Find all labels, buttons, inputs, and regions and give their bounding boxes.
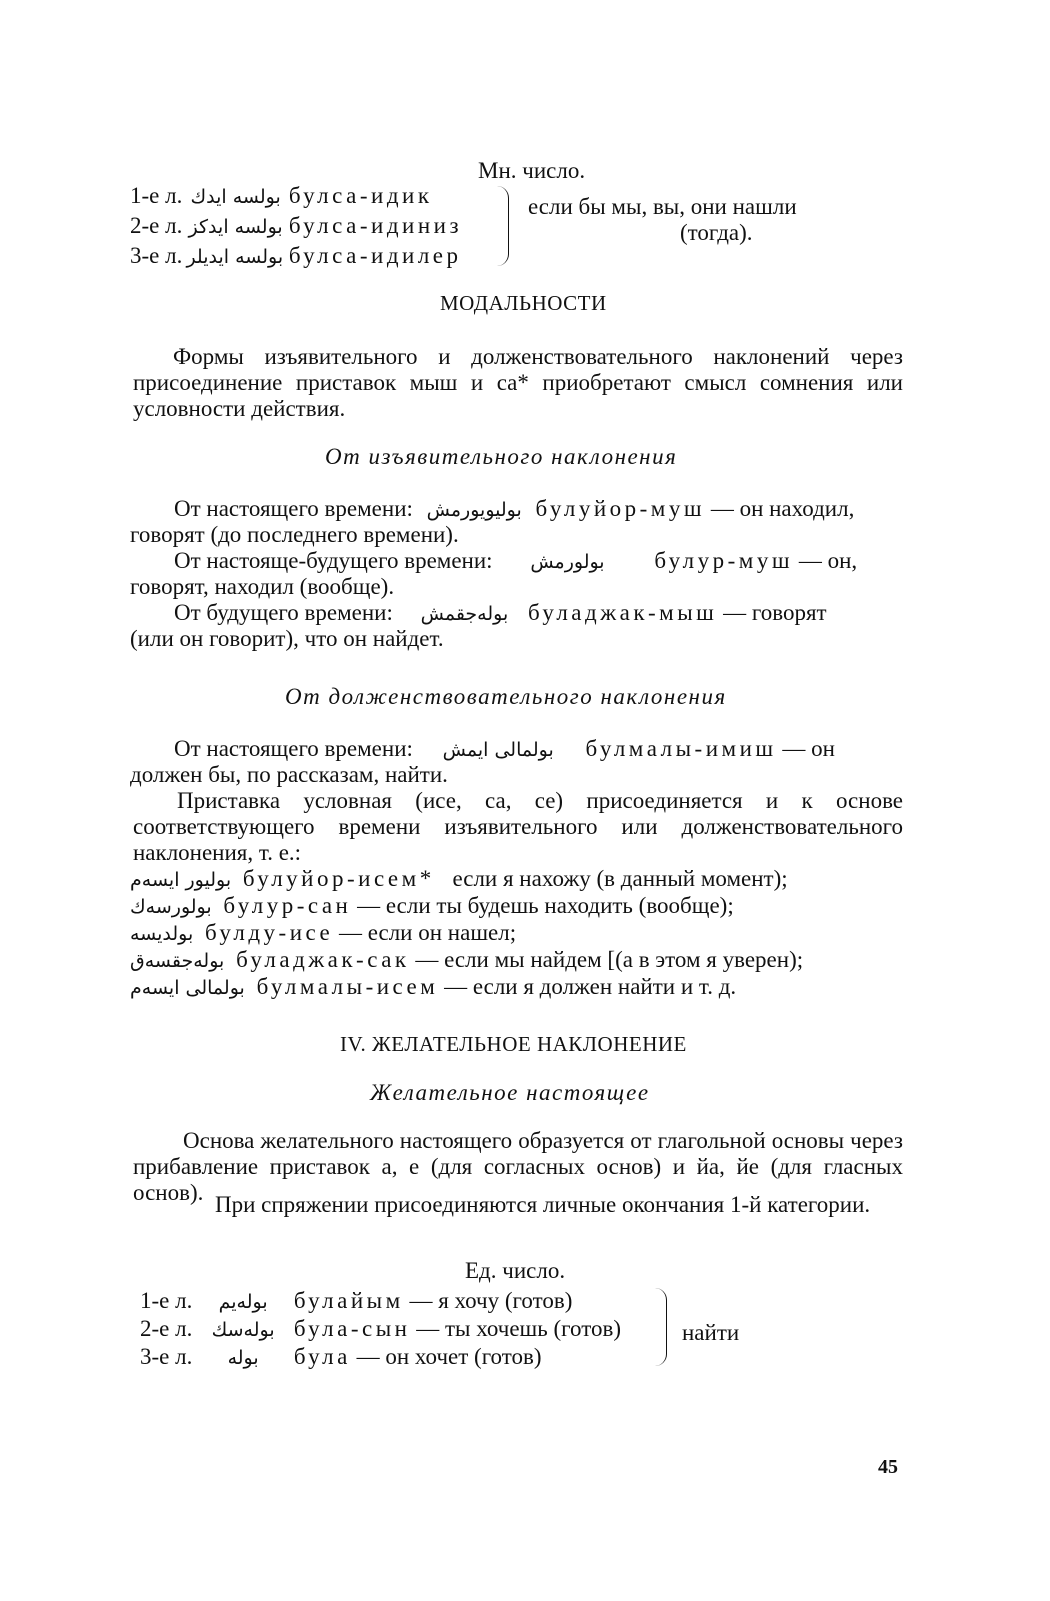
arabic-form: بولمالی ایمش bbox=[442, 739, 554, 761]
cyrillic-form: булур-муш bbox=[654, 548, 794, 573]
gloss: — он, bbox=[798, 548, 858, 573]
arabic-form: بولسه ایدیلر bbox=[186, 246, 284, 268]
arabic-form: بولیویورمش bbox=[426, 499, 522, 521]
page-number: 45 bbox=[878, 1456, 898, 1478]
cyrillic-form: булду-исе bbox=[205, 920, 334, 945]
arabic-form: بولورمش bbox=[530, 551, 605, 573]
arabic-form: بوله‌یم bbox=[218, 1291, 268, 1313]
cyrillic-form: булайым bbox=[293, 1288, 404, 1313]
cyrillic-form: була bbox=[293, 1344, 351, 1369]
gloss: — он находил, bbox=[710, 496, 855, 521]
cyrillic-form: булуйор-исем* bbox=[242, 866, 435, 891]
example-label: От настоящего времени: bbox=[174, 736, 413, 761]
indicative-example-1-cont: говорят (до последнего времени). bbox=[130, 522, 459, 547]
singular-translation: найти bbox=[682, 1320, 740, 1345]
cyrillic-form: булса-идик bbox=[288, 183, 433, 208]
singular-row-1 bbox=[140, 1288, 572, 1315]
brace bbox=[494, 186, 509, 266]
arabic-form: بوله bbox=[227, 1347, 259, 1369]
conditional-line-4 bbox=[130, 947, 803, 974]
indicative-example-2-cont: говорят, находил (вообще). bbox=[130, 574, 395, 599]
obligative-heading: От долженствовательного наклонения bbox=[285, 684, 727, 709]
arabic-form: بوله‌جقمش bbox=[420, 603, 509, 625]
arabic-form: بولورسه‌ك bbox=[130, 896, 212, 918]
person-label: 3-е л. bbox=[130, 243, 183, 268]
desiderative-paragraph-2: При спряжении присоединяются личные окончания 1-й категории. bbox=[215, 1192, 871, 1217]
arabic-form: بوله‌سك bbox=[211, 1319, 275, 1341]
plural-translation-cont: (тогда). bbox=[680, 220, 753, 245]
person-label: 1-е л. bbox=[140, 1288, 193, 1313]
conditional-line-3 bbox=[130, 920, 516, 947]
cyrillic-form: булса-идилер bbox=[288, 243, 462, 268]
indicative-example-1 bbox=[174, 496, 854, 523]
person-label: 2-е л. bbox=[130, 213, 183, 238]
arabic-form: بولدیسه bbox=[130, 923, 194, 945]
desiderative-paragraph-1: Основа желательного настоящего образуется от глагольной основы через прибавление приставок а, е (для согласных основ) и йа, йе (для гласных основ). bbox=[133, 1128, 903, 1205]
gloss: — если мы найдем [(а в этом я уверен); bbox=[415, 947, 804, 972]
conditional-line-2 bbox=[130, 893, 734, 920]
gloss: — говорят bbox=[723, 600, 827, 625]
plural-translation: если бы мы, вы, они нашли bbox=[528, 194, 797, 219]
desiderative-subheading: Желательное настоящее bbox=[370, 1080, 650, 1105]
gloss: — если я должен найти и т. д. bbox=[444, 974, 737, 999]
arabic-form: بولسه ایدك bbox=[190, 186, 281, 208]
singular-row-2 bbox=[140, 1316, 621, 1343]
arabic-form: بوله‌جقسه‌ق bbox=[130, 950, 225, 972]
obligative-example-1-cont: должен бы, по рассказам, найти. bbox=[130, 762, 448, 787]
indicative-example-3 bbox=[174, 600, 827, 627]
brace bbox=[652, 1288, 667, 1366]
indicative-example-3-cont: (или он говорит), что он найдет. bbox=[130, 626, 444, 651]
gloss: — он хочет (готов) bbox=[356, 1344, 542, 1369]
person-label: 3-е л. bbox=[140, 1344, 193, 1369]
gloss: — если ты будешь находить (вообще); bbox=[357, 893, 734, 918]
cyrillic-form: булмалы-исем bbox=[256, 974, 439, 999]
gloss: — он bbox=[782, 736, 835, 761]
plural-row-1 bbox=[130, 183, 433, 210]
gloss: — я хочу (готов) bbox=[409, 1288, 573, 1313]
gloss: если я нахожу (в данный момент); bbox=[452, 866, 788, 891]
example-label: От настояще-будущего времени: bbox=[174, 548, 493, 573]
example-label: От настоящего времени: bbox=[174, 496, 413, 521]
arabic-form: بولمالی ایسه‌م bbox=[130, 977, 245, 999]
obligative-example-1 bbox=[174, 736, 835, 763]
cyrillic-form: булмалы-имиш bbox=[585, 736, 777, 761]
indicative-example-2 bbox=[174, 548, 857, 575]
cyrillic-form: булур-сан bbox=[223, 893, 352, 918]
singular-row-3 bbox=[140, 1344, 542, 1371]
conditional-paragraph: Приставка условная (исе, са, се) присоединяется и к основе соответствующего времени изъявительного или долженствовательного наклонения, т. е.: bbox=[133, 788, 903, 865]
cyrillic-form: булса-идиниз bbox=[288, 213, 463, 238]
example-label: От будущего времени: bbox=[174, 600, 393, 625]
singular-heading: Ед. число. bbox=[465, 1258, 566, 1283]
gloss: — ты хочешь (готов) bbox=[416, 1316, 621, 1341]
plural-heading: Мн. число. bbox=[478, 158, 586, 183]
indicative-heading: От изъявительного наклонения bbox=[325, 444, 678, 469]
cyrillic-form: буладжак-сак bbox=[236, 947, 410, 972]
person-label: 2-е л. bbox=[140, 1316, 193, 1341]
conditional-line-1 bbox=[130, 866, 788, 893]
plural-row-2 bbox=[130, 213, 462, 240]
gloss: — если он нашел; bbox=[338, 920, 517, 945]
plural-row-3 bbox=[130, 243, 462, 270]
modality-intro: Формы изъявительного и долженствовательного наклонений через присоединение приставок мыш и са* приобретают смысл сомнения или условности действия. bbox=[133, 344, 903, 421]
cyrillic-form: була-сын bbox=[293, 1316, 411, 1341]
arabic-form: بولیور ایسه‌م bbox=[130, 869, 232, 891]
person-label: 1-е л. bbox=[130, 183, 183, 208]
desiderative-heading: IV. ЖЕЛАТЕЛЬНОЕ НАКЛОНЕНИЕ bbox=[340, 1032, 687, 1056]
cyrillic-form: булуйор-муш bbox=[535, 496, 706, 521]
arabic-form: بولسه ایدکز bbox=[188, 216, 283, 238]
modality-heading: МОДАЛЬНОСТИ bbox=[440, 291, 607, 315]
conditional-line-5 bbox=[130, 974, 736, 1001]
cyrillic-form: буладжак-мыш bbox=[528, 600, 718, 625]
